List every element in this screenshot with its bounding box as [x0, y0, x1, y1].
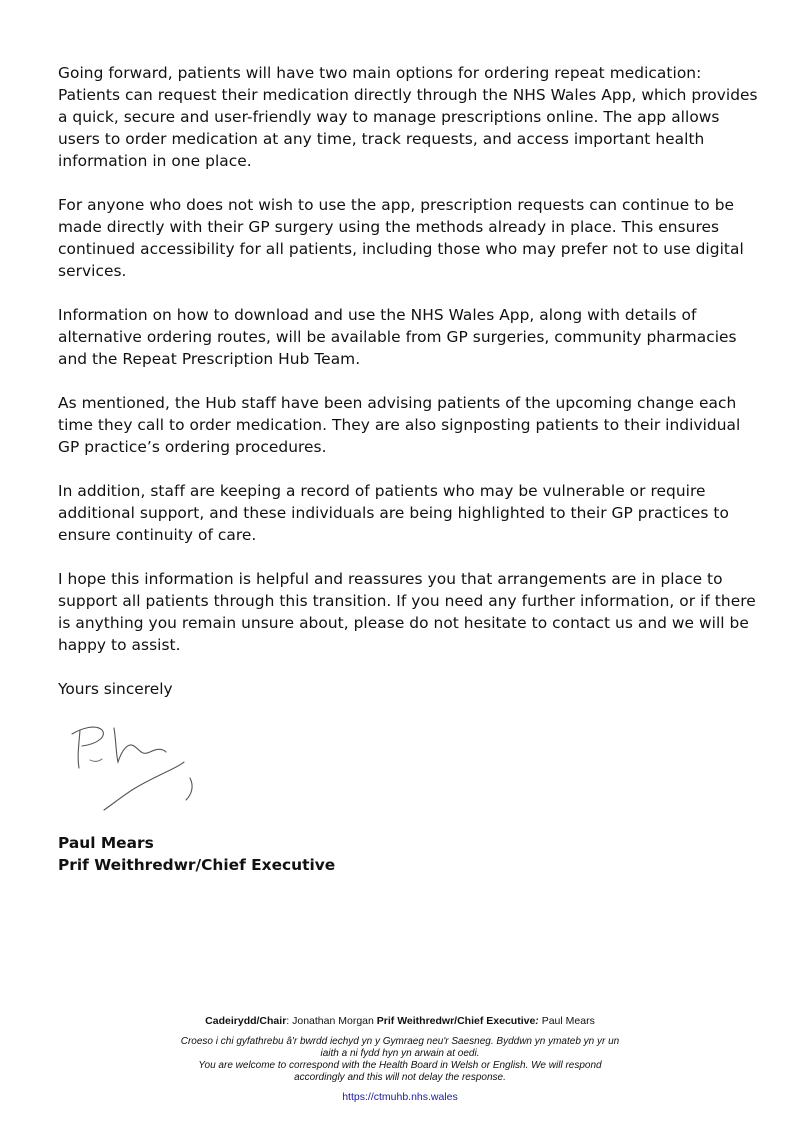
signer-title: Prif Weithredwr/Chief Executive: [58, 856, 336, 874]
footer-language-note: [0, 1036, 800, 1084]
letter-body: [58, 62, 758, 876]
paragraph-ordering-options: Going forward, patients will have two main options for ordering repeat medication: Patients can request their medication directly through the NHS Wales App, which provides a quick, secure and user-friendly way to manage prescriptions online. The app allows users to order medication at any time, track requests, and access important health information in one place.: [58, 64, 758, 170]
footer-officers: Cadeirydd/Chair: Jonathan Morgan Prif Weithredwr/Chief Executive: Paul Mears: [205, 1015, 595, 1027]
paragraph-hub-staff: As mentioned, the Hub staff have been advising patients of the upcoming change each time they call to order medication. They are also signposting patients to their individual GP practice’s ordering procedures.: [58, 394, 741, 456]
welsh-note-line: Croeso i chi gyfathrebu â'r bwrdd iechyd yn y Gymraeg neu'r Saesneg. Byddwn yn ymateb yn yr un: [180, 1036, 620, 1047]
chair-label: Cadeirydd/Chair: [205, 1015, 287, 1027]
paragraph-vulnerable-patients: In addition, staff are keeping a record of patients who may be vulnerable or require additional support, and these individuals are being highlighted to their GP practices to ensure continuity of care.: [58, 482, 729, 544]
paragraph-app-information: Information on how to download and use the NHS Wales App, along with details of alternative ordering routes, will be available from GP surgeries, community pharmacies and the Repeat Prescription Hub Team.: [58, 306, 737, 368]
english-note-line: You are welcome to correspond with the Health Board in Welsh or English. We will respond: [198, 1060, 602, 1071]
paragraph-gp-surgery: For anyone who does not wish to use the app, prescription requests can continue to be made directly with their GP surgery using the methods already in place. This ensures continued accessibility for all patients, including those who may prefer not to use digital services.: [58, 196, 744, 280]
closing-salutation: Yours sincerely: [58, 680, 173, 698]
signer-block: [58, 832, 758, 876]
signature-image: [58, 710, 218, 822]
ceo-label: Prif Weithredwr/Chief Executive: [376, 1015, 536, 1027]
signer-name: Paul Mears: [58, 834, 154, 852]
welsh-note-line: iaith a ni fydd hyn yn arwain at oedi.: [320, 1048, 480, 1059]
english-note-line: accordingly and this will not delay the response.: [294, 1072, 506, 1083]
website-link[interactable]: https://ctmuhb.nhs.wales: [342, 1091, 458, 1103]
chair-name: Jonathan Morgan: [292, 1015, 374, 1027]
ceo-name: Paul Mears: [541, 1015, 595, 1027]
letter-footer: [0, 1013, 800, 1104]
paragraph-closing-remarks: I hope this information is helpful and reassures you that arrangements are in place to support all patients through this transition. If you need any further information, or if there is anything you remain unsure about, please do not hesitate to contact us and we will be happy to assist.: [58, 570, 756, 654]
